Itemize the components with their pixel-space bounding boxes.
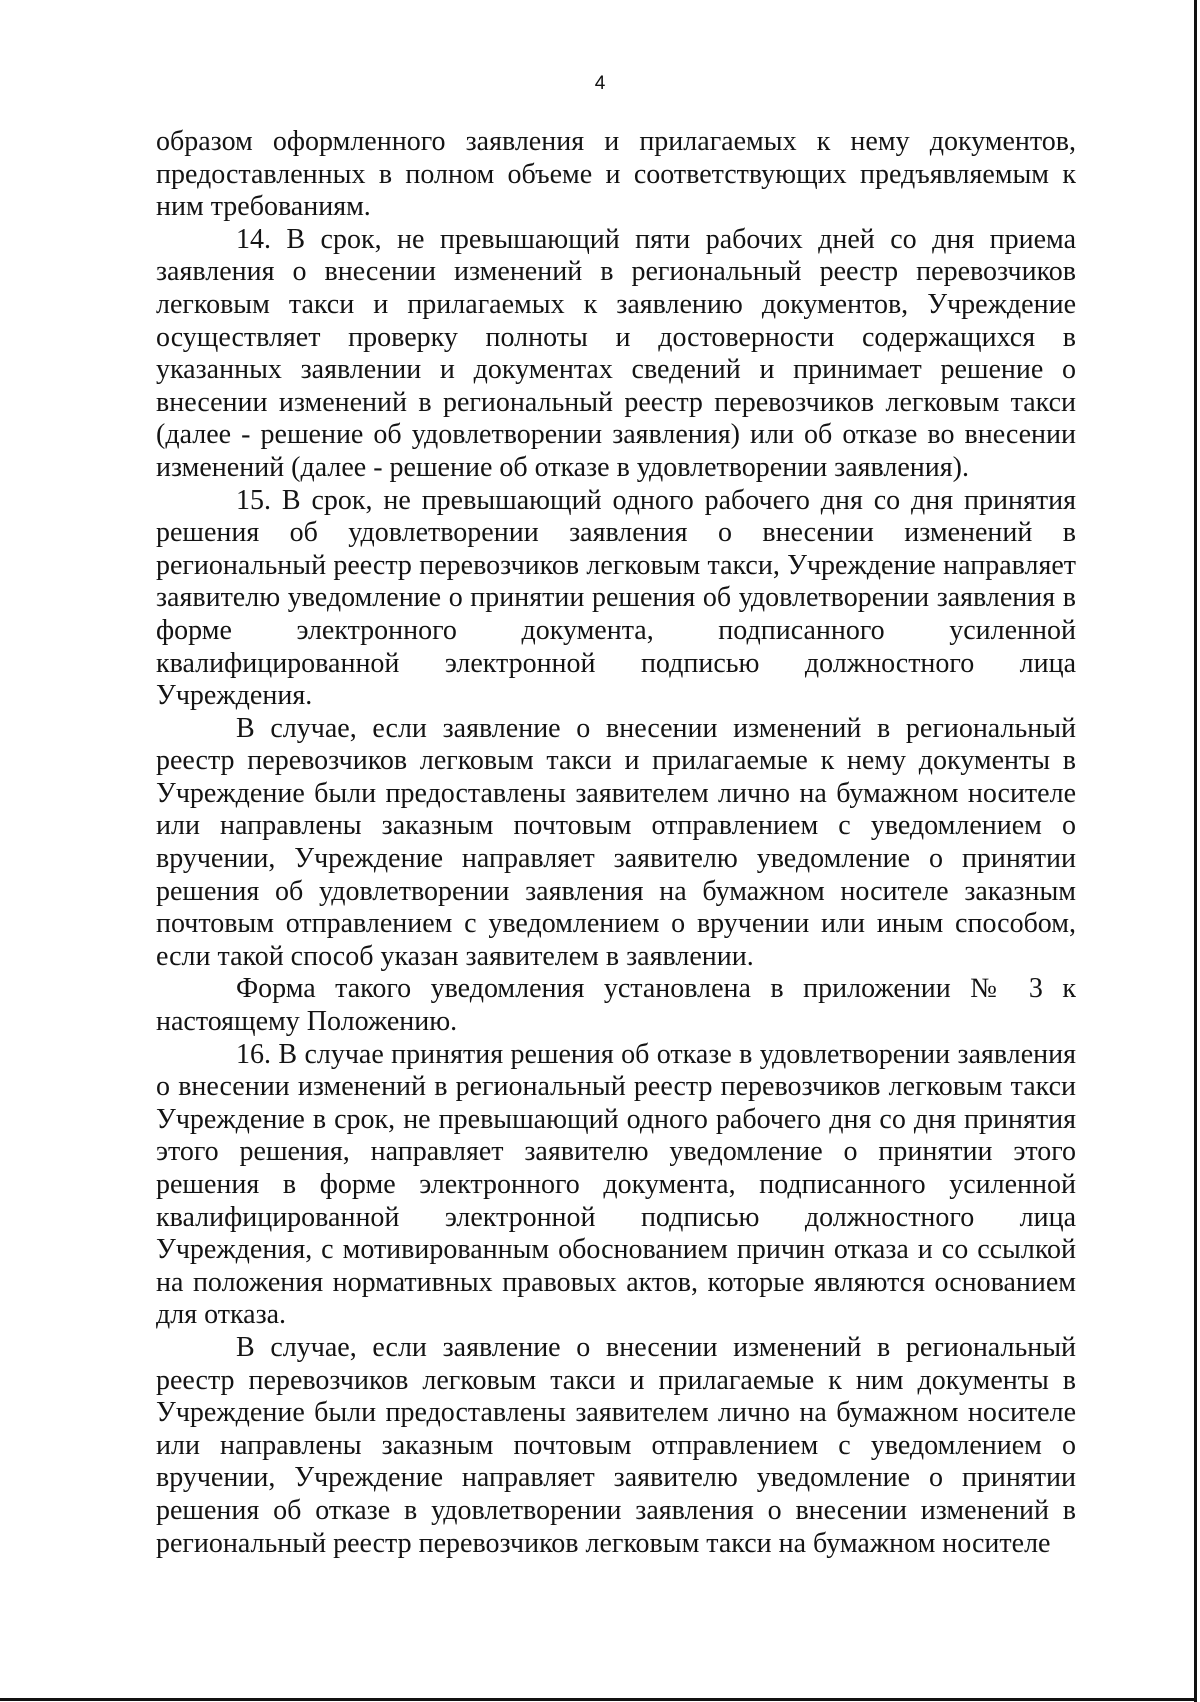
- paragraph-item-16: 16. В случае принятия решения об отказе в удовлетворении заявления о внесении изменений в региональный реестр перевозчиков легковым такси Учреждение в срок, не превышающий одного рабочего дня со дня принятия этого решения, направляет заявителю уведомление о принятии этого решения в форме электронного документа, подписанного усиленной квалифицированной электронной подписью должностного лица Учреждения, с мотивированным обоснованием причин отказа и со ссылкой на положения нормативных правовых актов, которые являются основанием для отказа.: [156, 1038, 1076, 1331]
- scan-border-bottom: [0, 1698, 1197, 1701]
- paragraph-item-15: 15. В срок, не превышающий одного рабочего дня со дня принятия решения об удовлетворении заявления о внесении изменений в региональный реестр перевозчиков легковым такси, Учреждение направляет заявителю уведомление о принятии решения об удовлетворении заявления в форме электронного документа, подписанного усиленной квалифицированной электронной подписью должностного лица Учреждения.: [156, 484, 1076, 712]
- paragraph-continuation: образом оформленного заявления и прилагаемых к нему документов, предоставленных в полном объеме и соответствующих предъявляемым к ним требованиям.: [156, 126, 1076, 223]
- scan-border-right: [1194, 0, 1197, 1702]
- paragraph-item-14: 14. В срок, не превышающий пяти рабочих дней со дня приема заявления о внесении изменений в региональный реестр перевозчиков легковым такси и прилагаемых к заявлению документов, Учреждение осуществляет проверку полноты и достоверности содержащихся в указанных заявлении и документах сведений и принимает решение о внесении изменений в региональный реестр перевозчиков легковым такси (далее - решение об удовлетворении заявления) или об отказе во внесении изменений (далее - решение об отказе в удовлетворении заявления).: [156, 223, 1076, 483]
- document-body: [156, 126, 1076, 1560]
- page-number: 4: [594, 73, 606, 94]
- paragraph-paper-notice-approval: В случае, если заявление о внесении изменений в региональный реестр перевозчиков легковым такси и прилагаемые к нему документы в Учреждение были предоставлены заявителем лично на бумажном носителе или направлены заказным почтовым отправлением с уведомлением о вручении, Учреждение направляет заявителю уведомление о принятии решения об удовлетворении заявления на бумажном носителе заказным почтовым отправлением с уведомлением о вручении или иным способом, если такой способ указан заявителем в заявлении.: [156, 712, 1076, 972]
- paragraph-form-reference: Форма такого уведомления установлена в приложении № 3 к настоящему Положению.: [156, 973, 1076, 1038]
- paragraph-paper-notice-refusal: В случае, если заявление о внесении изменений в региональный реестр перевозчиков легковым такси и прилагаемые к ним документы в Учреждение были предоставлены заявителем лично на бумажном носителе или направлены заказным почтовым отправлением с уведомлением о вручении, Учреждение направляет заявителю уведомление о принятии решения об отказе в удовлетворении заявления о внесении изменений в региональный реестр перевозчиков легковым такси на бумажном носителе: [156, 1331, 1076, 1559]
